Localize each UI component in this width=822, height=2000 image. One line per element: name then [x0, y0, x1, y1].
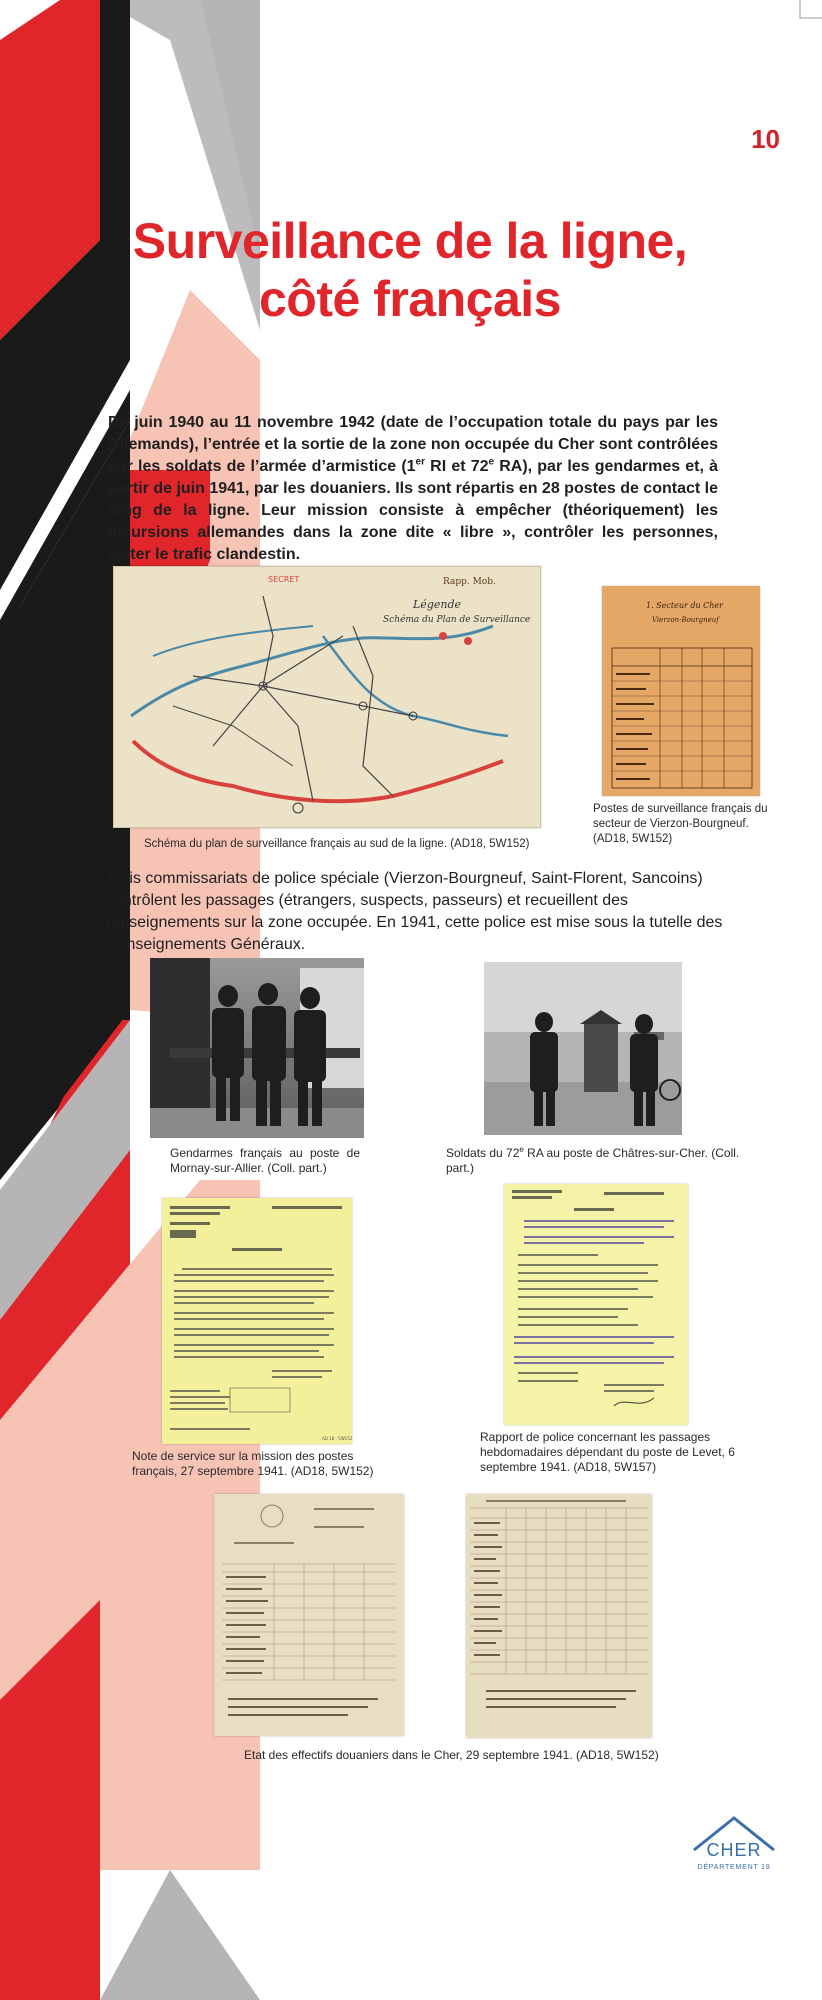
postes-table-drawing	[602, 586, 760, 796]
title-line-2: côté français	[259, 271, 561, 327]
intro-text-2: RI et 72	[425, 458, 489, 475]
svg-text:AD 18 - 5W152: AD 18 - 5W152	[322, 1436, 352, 1441]
logo-subtitle: DÉPARTEMENT 18	[697, 1864, 771, 1871]
page-number: 10	[751, 124, 780, 154]
soldats-caption	[446, 1146, 766, 1176]
effectifs-document-1	[214, 1494, 404, 1736]
note-service-drawing	[162, 1198, 352, 1444]
postes-caption: Postes de surveillance français du secteur de Vierzon-Bourgneuf. (AD18, 5W152)	[593, 803, 768, 845]
soldats-caption-sup: e	[519, 1145, 524, 1154]
intro-paragraph	[108, 412, 718, 566]
postes-table-image	[602, 586, 760, 796]
bg-grey-bottom	[100, 1870, 260, 2000]
table-doc-title-1: 1. Secteur du Cher	[646, 601, 723, 610]
intro-sup-1: er	[415, 456, 425, 468]
soldats-photo-drawing	[484, 962, 682, 1135]
svg-text:Rapp. Mob.: Rapp. Mob.	[443, 577, 496, 587]
cher-department-logo	[688, 1812, 780, 1878]
gendarmes-photo	[150, 958, 364, 1138]
rapport-document	[504, 1184, 688, 1425]
corner-mark	[800, 0, 822, 18]
note-service-caption: Note de service sur la mission des postes français, 27 septembre 1941. (AD18, 5W152)	[132, 1449, 374, 1478]
intro-sup-2: e	[488, 456, 495, 468]
gendarmes-photo-drawing	[150, 958, 364, 1138]
page-title	[100, 212, 720, 328]
soldats-caption-text-1: Soldats du 72	[446, 1146, 520, 1160]
rapport-caption: Rapport de police concernant les passages hebdomadaires dépendant du poste de Levet, 6 septembre 1941. (AD18, 5W157)	[480, 1430, 735, 1474]
gendarmes-caption: Gendarmes français au poste de Mornay-sur-Allier. (Coll. part.)	[170, 1146, 360, 1175]
svg-text:SECRET: SECRET	[268, 575, 300, 584]
note-service-document	[162, 1198, 352, 1444]
table-doc-title-2: Vierzon-Bourgneuf	[652, 616, 719, 624]
map-drawing	[113, 566, 541, 828]
logo-name: CHER	[706, 1840, 762, 1860]
effectifs-document-2	[466, 1494, 652, 1738]
map-legend-title: Légende	[413, 598, 462, 611]
rapport-drawing	[504, 1184, 688, 1425]
soldats-photo	[484, 962, 682, 1135]
soldats-caption-text-2: RA au poste de Châtres-sur-Cher. (Coll. part.)	[446, 1146, 740, 1175]
effectifs-1-drawing	[214, 1494, 404, 1736]
police-paragraph: Trois commissariats de police spéciale (Vierzon-Bourgneuf, Saint-Florent, Sancoins) contrôlent les passages (étrangers, suspects, passeurs) et recueillent des renseignements sur la zone occupée. En 1941, cette police est mise sous la tutelle des Renseignements Généraux.	[106, 870, 723, 953]
effectifs-2-drawing	[466, 1494, 652, 1738]
map-legend-subtitle: Schéma du Plan de Surveillance	[383, 615, 531, 625]
intro-text-1: De juin 1940 au 11 novembre 1942 (date de l’occupation totale du pays par les Allemands), l’entrée et la sortie de la zone non occupée du Cher sont contrôlées par les soldats de l’armée d’armistice (1	[108, 414, 718, 475]
effectifs-caption: Etat des effectifs douaniers dans le Cher, 29 septembre 1941. (AD18, 5W152)	[244, 1748, 659, 1762]
intro-text-3: RA), par les gendarmes et, à partir de juin 1941, par les douaniers. Ils sont répartis en 28 postes de contact le long de la ligne. Leur mission consiste à empêcher (théoriquement) les incursions allemandes dans la zone dite « libre », contrôler les personnes, éviter le trafic clandestin.	[108, 458, 719, 563]
map-caption: Schéma du plan de surveillance français au sud de la ligne. (AD18, 5W152)	[144, 838, 530, 850]
title-line-1: Surveillance de la ligne,	[132, 213, 688, 269]
surveillance-map-image	[113, 566, 541, 828]
